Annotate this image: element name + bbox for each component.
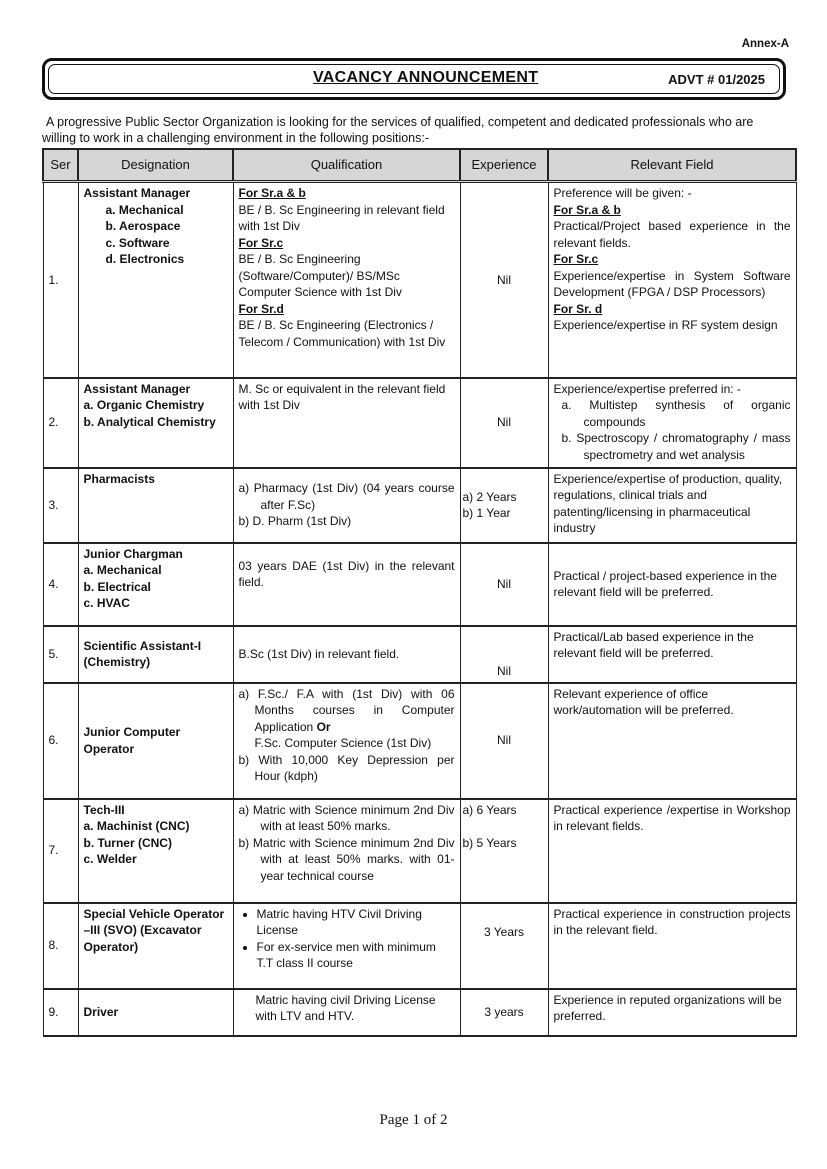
vacancy-table — [42, 148, 797, 1037]
experience-cell: Nil — [460, 683, 548, 799]
table-header — [43, 149, 796, 182]
qualification-cell: a) Matric with Science minimum 2nd Div with at least 50% marks. b) Matric with Science minimum 2nd Div with at least 50% marks. with 01-year technical course — [233, 799, 460, 903]
ser-cell: 8. — [43, 903, 78, 989]
header-ser: Ser — [43, 149, 78, 182]
ser-cell: 6. — [43, 683, 78, 799]
ser-cell: 5. — [43, 626, 78, 683]
qualification-cell: 03 years DAE (1st Div) in the relevant field. — [233, 543, 460, 626]
relevant-field-cell: Experience in reputed organizations will be preferred. — [548, 989, 796, 1036]
qualification-cell: a) F.Sc./ F.A with (1st Div) with 06 Months courses in Computer Application Or F.Sc. Computer Science (1st Div) b) With 10,000 Key Depression per Hour (kdph) — [233, 683, 460, 799]
header-relevant-field: Relevant Field — [548, 149, 796, 182]
qualification-cell: a) Pharmacy (1st Div) (04 years course after F.Sc) b) D. Pharm (1st Div) — [233, 468, 460, 543]
header-experience: Experience — [460, 149, 548, 182]
header-designation: Designation — [78, 149, 233, 182]
ser-cell: 3. — [43, 468, 78, 543]
table-row — [43, 182, 796, 378]
header-qualification: Qualification — [233, 149, 460, 182]
relevant-field-cell: Practical/Lab based experience in the relevant field will be preferred. — [548, 626, 796, 683]
qualification-cell: M. Sc or equivalent in the relevant field with 1st Div — [233, 378, 460, 468]
relevant-field-cell: Practical / project-based experience in the relevant field will be preferred. — [548, 543, 796, 626]
page-number: Page 1 of 2 — [379, 1112, 448, 1128]
qualification-cell: B.Sc (1st Div) in relevant field. — [233, 626, 460, 683]
ser-cell: 4. — [43, 543, 78, 626]
announcement-banner — [42, 58, 786, 100]
designation-cell: Special Vehicle Operator –III (SVO) (Excavator Operator) — [78, 903, 233, 989]
table-row — [43, 683, 796, 799]
experience-cell: Nil — [460, 378, 548, 468]
experience-cell: 3 years — [460, 989, 548, 1036]
relevant-field-cell: Experience/expertise of production, quality, regulations, clinical trials and patenting/licensing in pharmaceutical industry — [548, 468, 796, 543]
table-row — [43, 903, 796, 989]
intro-paragraph: A progressive Public Sector Organization is looking for the services of qualified, competent and dedicated professionals who are willing to work in a challenging environment in the following positions:- — [42, 115, 754, 145]
ser-cell: 1. — [43, 182, 78, 378]
banner-title: VACANCY ANNOUNCEMENT — [313, 69, 539, 86]
relevant-field-cell: Relevant experience of office work/automation will be preferred. — [548, 683, 796, 799]
designation-cell: Scientific Assistant-I (Chemistry) — [78, 626, 233, 683]
experience-cell: Nil — [460, 182, 548, 378]
ser-cell: 2. — [43, 378, 78, 468]
experience-cell: a) 2 Years b) 1 Year — [460, 468, 548, 543]
annex-label: Annex-A — [741, 38, 789, 50]
experience-cell: a) 6 Years b) 5 Years — [460, 799, 548, 903]
table-row — [43, 378, 796, 468]
advt-number: ADVT # 01/2025 — [668, 72, 765, 87]
relevant-field-cell: Practical experience /expertise in Workshop in relevant fields. — [548, 799, 796, 903]
designation-cell: Assistant Manager a. Organic Chemistry b. Analytical Chemistry — [78, 378, 233, 468]
table-row — [43, 626, 796, 683]
table-row — [43, 989, 796, 1036]
qualification-cell: Matric having civil Driving License with LTV and HTV. — [233, 989, 460, 1036]
designation-cell: Driver — [78, 989, 233, 1036]
ser-cell: 7. — [43, 799, 78, 903]
qualification-cell: For Sr.a & b BE / B. Sc Engineering in relevant field with 1st Div For Sr.c BE / B. Sc Engineering (Software/Computer)/ BS/MSc Computer Science with 1st Div For Sr.d BE / B. Sc Engineering (Electronics / Telecom / Communication) with 1st Div — [233, 182, 460, 378]
designation-cell: Junior Computer Operator — [78, 683, 233, 799]
experience-cell: Nil — [460, 626, 548, 683]
table-row — [43, 799, 796, 903]
designation-cell: Assistant Manager a. Mechanical b. Aerospace c. Software d. Electronics — [78, 182, 233, 378]
designation-cell: Junior Chargman a. Mechanical b. Electrical c. HVAC — [78, 543, 233, 626]
relevant-field-cell: Preference will be given: - For Sr.a & b Practical/Project based experience in the relevant fields. For Sr.c Experience/expertise in System Software Development (FPGA / DSP Processors) For Sr. d Experience/expertise in RF system design — [548, 182, 796, 378]
experience-cell: 3 Years — [460, 903, 548, 989]
ser-cell: 9. — [43, 989, 78, 1036]
relevant-field-cell: Experience/expertise preferred in: - a. Multistep synthesis of organic compounds b. Spectroscopy / chromatography / mass spectrometry and wet analysis — [548, 378, 796, 468]
experience-cell: Nil — [460, 543, 548, 626]
designation-cell: Pharmacists — [78, 468, 233, 543]
relevant-field-cell: Practical experience in construction projects in the relevant field. — [548, 903, 796, 989]
table-row — [43, 468, 796, 543]
table-row — [43, 543, 796, 626]
designation-cell: Tech-III a. Machinist (CNC) b. Turner (CNC) c. Welder — [78, 799, 233, 903]
qualification-cell: • Matric having HTV Civil Driving License • For ex-service men with minimum T.T class II course — [233, 903, 460, 989]
